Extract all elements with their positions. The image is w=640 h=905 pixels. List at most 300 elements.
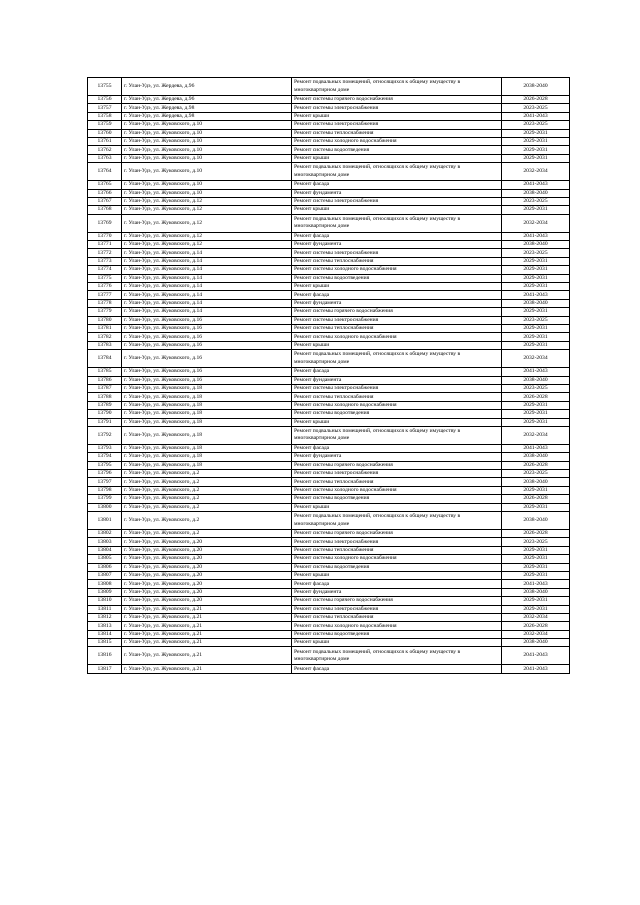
row-work-type: Ремонт фундамента [292, 189, 502, 197]
row-number: 13814 [88, 630, 122, 638]
row-work-type: Ремонт крыши [292, 571, 502, 579]
table-row [88, 154, 570, 162]
row-number: 13783 [88, 341, 122, 349]
row-period: 2038-2040 [502, 376, 570, 384]
row-work-type: Ремонт системы электроснабжения [292, 197, 502, 205]
row-work-type: Ремонт системы водоотведения [292, 274, 502, 282]
table-row [88, 232, 570, 240]
row-work-type: Ремонт системы водоотведения [292, 563, 502, 571]
row-number: 13810 [88, 597, 122, 605]
row-work-type: Ремонт фундамента [292, 453, 502, 461]
row-number: 13803 [88, 538, 122, 546]
row-period: 2029-2031 [502, 555, 570, 563]
row-number: 13777 [88, 291, 122, 299]
row-address: г. Улан-Удэ, ул. Жуковского, д.20 [122, 546, 292, 554]
row-period: 2029-2031 [502, 546, 570, 554]
row-work-type: Ремонт крыши [292, 206, 502, 214]
table-row [88, 121, 570, 129]
row-work-type: Ремонт системы водоотведения [292, 410, 502, 418]
table-row [88, 197, 570, 205]
row-period: 2026-2028 [502, 96, 570, 104]
row-work-type: Ремонт системы холодного водоснабжения [292, 266, 502, 274]
table-row [88, 546, 570, 554]
row-period: 2029-2031 [502, 571, 570, 579]
row-period: 2023-2025 [502, 470, 570, 478]
row-number: 13778 [88, 299, 122, 307]
row-number: 13763 [88, 154, 122, 162]
row-number: 13812 [88, 613, 122, 621]
row-period: 2029-2031 [502, 129, 570, 137]
table-row [88, 112, 570, 120]
table-row [88, 478, 570, 486]
row-work-type: Ремонт системы холодного водоснабжения [292, 401, 502, 409]
row-number: 13801 [88, 512, 122, 530]
row-period: 2038-2040 [502, 78, 570, 96]
row-period: 2023-2025 [502, 316, 570, 324]
row-address: г. Улан-Удэ, ул. Жердева, д.96 [122, 78, 292, 96]
row-address: г. Улан-Удэ, ул. Жуковского, д.2 [122, 495, 292, 503]
row-work-type: Ремонт фасада [292, 444, 502, 452]
row-number: 13773 [88, 257, 122, 265]
row-work-type: Ремонт системы холодного водоснабжения [292, 486, 502, 494]
row-address: г. Улан-Удэ, ул. Жуковского, д.20 [122, 571, 292, 579]
table-row [88, 503, 570, 511]
row-address: г. Улан-Удэ, ул. Жуковского, д.2 [122, 478, 292, 486]
row-address: г. Улан-Удэ, ул. Жуковского, д.18 [122, 384, 292, 392]
row-number: 13793 [88, 444, 122, 452]
row-work-type: Ремонт крыши [292, 283, 502, 291]
row-period: 2041-2043 [502, 647, 570, 665]
row-number: 13799 [88, 495, 122, 503]
table-row [88, 266, 570, 274]
table-row [88, 580, 570, 588]
row-address: г. Улан-Удэ, ул. Жуковского, д.20 [122, 588, 292, 596]
row-address: г. Улан-Удэ, ул. Жуковского, д.20 [122, 597, 292, 605]
row-number: 13817 [88, 665, 122, 673]
row-work-type: Ремонт системы теплоснабжения [292, 613, 502, 621]
row-work-type: Ремонт системы теплоснабжения [292, 324, 502, 332]
table-row [88, 665, 570, 673]
row-work-type: Ремонт системы теплоснабжения [292, 257, 502, 265]
table-row [88, 146, 570, 154]
row-address: г. Улан-Удэ, ул. Жуковского, д.16 [122, 376, 292, 384]
row-period: 2032-2034 [502, 426, 570, 444]
table-row [88, 129, 570, 137]
table-row [88, 163, 570, 181]
row-work-type: Ремонт системы холодного водоснабжения [292, 333, 502, 341]
row-work-type: Ремонт крыши [292, 503, 502, 511]
row-work-type: Ремонт системы горячего водоснабжения [292, 308, 502, 316]
row-number: 13764 [88, 163, 122, 181]
row-period: 2023-2025 [502, 104, 570, 112]
row-work-type: Ремонт системы электроснабжения [292, 316, 502, 324]
row-work-type: Ремонт фасада [292, 232, 502, 240]
row-period: 2041-2043 [502, 368, 570, 376]
table-row [88, 241, 570, 249]
row-period: 2029-2031 [502, 137, 570, 145]
row-address: г. Улан-Удэ, ул. Жуковского, д.2 [122, 530, 292, 538]
row-address: г. Улан-Удэ, ул. Жуковского, д.14 [122, 274, 292, 282]
table-row [88, 453, 570, 461]
row-address: г. Улан-Удэ, ул. Жуковского, д.10 [122, 129, 292, 137]
row-period: 2041-2043 [502, 232, 570, 240]
row-address: г. Улан-Удэ, ул. Жуковского, д.16 [122, 324, 292, 332]
table-row [88, 324, 570, 332]
row-address: г. Улан-Удэ, ул. Жуковского, д.21 [122, 630, 292, 638]
row-period: 2032-2034 [502, 630, 570, 638]
row-number: 13755 [88, 78, 122, 96]
row-period: 2038-2040 [502, 512, 570, 530]
repair-schedule-table [87, 77, 570, 674]
row-number: 13775 [88, 274, 122, 282]
row-period: 2029-2031 [502, 274, 570, 282]
row-period: 2041-2043 [502, 444, 570, 452]
row-address: г. Улан-Удэ, ул. Жуковского, д.14 [122, 249, 292, 257]
row-address: г. Улан-Удэ, ул. Жуковского, д.10 [122, 154, 292, 162]
row-address: г. Улан-Удэ, ул. Жуковского, д.16 [122, 350, 292, 368]
row-address: г. Улан-Удэ, ул. Жуковского, д.18 [122, 426, 292, 444]
row-address: г. Улан-Удэ, ул. Жуковского, д.10 [122, 146, 292, 154]
table-row [88, 341, 570, 349]
row-work-type: Ремонт подвальных помещений, относящихся к общему имуществу в многоквартирном доме [292, 163, 502, 181]
table-row [88, 308, 570, 316]
row-number: 13811 [88, 605, 122, 613]
row-address: г. Улан-Удэ, ул. Жуковского, д.21 [122, 665, 292, 673]
row-number: 13758 [88, 112, 122, 120]
row-period: 2029-2031 [502, 418, 570, 426]
row-number: 13785 [88, 368, 122, 376]
row-number: 13808 [88, 580, 122, 588]
row-period: 2029-2031 [502, 206, 570, 214]
row-work-type: Ремонт системы электроснабжения [292, 470, 502, 478]
row-address: г. Улан-Удэ, ул. Жуковского, д.16 [122, 368, 292, 376]
row-number: 13774 [88, 266, 122, 274]
row-period: 2032-2034 [502, 350, 570, 368]
row-address: г. Улан-Удэ, ул. Жуковского, д.12 [122, 197, 292, 205]
row-number: 13807 [88, 571, 122, 579]
row-work-type: Ремонт системы горячего водоснабжения [292, 597, 502, 605]
row-number: 13794 [88, 453, 122, 461]
row-number: 13760 [88, 129, 122, 137]
row-period: 2041-2043 [502, 665, 570, 673]
row-number: 13809 [88, 588, 122, 596]
row-work-type: Ремонт системы холодного водоснабжения [292, 137, 502, 145]
row-address: г. Улан-Удэ, ул. Жуковского, д.14 [122, 257, 292, 265]
row-work-type: Ремонт фасада [292, 291, 502, 299]
row-period: 2038-2040 [502, 639, 570, 647]
row-address: г. Улан-Удэ, ул. Жуковского, д.14 [122, 291, 292, 299]
row-address: г. Улан-Удэ, ул. Жуковского, д.12 [122, 214, 292, 232]
table-row [88, 291, 570, 299]
row-work-type: Ремонт системы теплоснабжения [292, 546, 502, 554]
row-work-type: Ремонт подвальных помещений, относящихся к общему имуществу в многоквартирном доме [292, 78, 502, 96]
row-address: г. Улан-Удэ, ул. Жуковского, д.20 [122, 563, 292, 571]
row-work-type: Ремонт системы электроснабжения [292, 249, 502, 257]
row-work-type: Ремонт фундамента [292, 376, 502, 384]
row-work-type: Ремонт фундамента [292, 241, 502, 249]
row-work-type: Ремонт фасада [292, 181, 502, 189]
row-period: 2029-2031 [502, 333, 570, 341]
row-address: г. Улан-Удэ, ул. Жуковского, д.10 [122, 181, 292, 189]
row-address: г. Улан-Удэ, ул. Жуковского, д.14 [122, 266, 292, 274]
row-address: г. Улан-Удэ, ул. Жуковского, д.14 [122, 283, 292, 291]
row-address: г. Улан-Удэ, ул. Жуковского, д.12 [122, 206, 292, 214]
row-period: 2029-2031 [502, 324, 570, 332]
table-body [88, 78, 570, 674]
row-period: 2029-2031 [502, 154, 570, 162]
row-number: 13806 [88, 563, 122, 571]
row-period: 2023-2025 [502, 249, 570, 257]
row-number: 13784 [88, 350, 122, 368]
row-period: 2029-2031 [502, 341, 570, 349]
row-address: г. Улан-Удэ, ул. Жуковского, д.16 [122, 333, 292, 341]
row-address: г. Улан-Удэ, ул. Жуковского, д.10 [122, 189, 292, 197]
table-row [88, 418, 570, 426]
row-number: 13779 [88, 308, 122, 316]
row-address: г. Улан-Удэ, ул. Жуковского, д.18 [122, 453, 292, 461]
row-address: г. Улан-Удэ, ул. Жуковского, д.18 [122, 444, 292, 452]
row-period: 2041-2043 [502, 181, 570, 189]
row-number: 13800 [88, 503, 122, 511]
row-work-type: Ремонт системы холодного водоснабжения [292, 622, 502, 630]
row-period: 2023-2025 [502, 197, 570, 205]
row-period: 2029-2031 [502, 308, 570, 316]
row-period: 2026-2028 [502, 461, 570, 469]
table-row [88, 563, 570, 571]
row-number: 13804 [88, 546, 122, 554]
table-row [88, 571, 570, 579]
row-work-type: Ремонт системы электроснабжения [292, 538, 502, 546]
row-work-type: Ремонт системы электроснабжения [292, 605, 502, 613]
table-row [88, 622, 570, 630]
row-work-type: Ремонт фасада [292, 368, 502, 376]
table-row [88, 530, 570, 538]
row-period: 2038-2040 [502, 241, 570, 249]
row-number: 13816 [88, 647, 122, 665]
row-period: 2032-2034 [502, 163, 570, 181]
row-address: г. Улан-Удэ, ул. Жуковского, д.2 [122, 470, 292, 478]
table-row [88, 316, 570, 324]
table-row [88, 384, 570, 392]
row-work-type: Ремонт подвальных помещений, относящихся к общему имуществу в многоквартирном доме [292, 214, 502, 232]
row-period: 2026-2028 [502, 622, 570, 630]
row-address: г. Улан-Удэ, ул. Жуковского, д.16 [122, 316, 292, 324]
row-period: 2029-2031 [502, 401, 570, 409]
row-address: г. Улан-Удэ, ул. Жуковского, д.14 [122, 308, 292, 316]
row-work-type: Ремонт подвальных помещений, относящихся к общему имуществу в многоквартирном доме [292, 426, 502, 444]
row-period: 2032-2034 [502, 214, 570, 232]
row-number: 13768 [88, 206, 122, 214]
row-address: г. Улан-Удэ, ул. Жуковского, д.10 [122, 121, 292, 129]
row-work-type: Ремонт системы теплоснабжения [292, 393, 502, 401]
row-number: 13797 [88, 478, 122, 486]
row-period: 2023-2025 [502, 121, 570, 129]
row-period: 2029-2031 [502, 605, 570, 613]
row-address: г. Улан-Удэ, ул. Жуковского, д.18 [122, 461, 292, 469]
row-work-type: Ремонт системы горячего водоснабжения [292, 96, 502, 104]
row-work-type: Ремонт системы водоотведения [292, 495, 502, 503]
row-address: г. Улан-Удэ, ул. Жердева, д.98 [122, 112, 292, 120]
row-address: г. Улан-Удэ, ул. Жуковского, д.10 [122, 163, 292, 181]
row-period: 2026-2028 [502, 393, 570, 401]
row-address: г. Улан-Удэ, ул. Жуковского, д.18 [122, 418, 292, 426]
row-work-type: Ремонт системы горячего водоснабжения [292, 461, 502, 469]
row-period: 2029-2031 [502, 563, 570, 571]
row-address: г. Улан-Удэ, ул. Жуковского, д.20 [122, 538, 292, 546]
row-address: г. Улан-Удэ, ул. Жуковского, д.10 [122, 137, 292, 145]
row-number: 13791 [88, 418, 122, 426]
table-row [88, 181, 570, 189]
row-work-type: Ремонт подвальных помещений, относящихся к общему имуществу в многоквартирном доме [292, 350, 502, 368]
row-address: г. Улан-Удэ, ул. Жуковского, д.18 [122, 393, 292, 401]
row-number: 13762 [88, 146, 122, 154]
table-row [88, 274, 570, 282]
row-period: 2029-2031 [502, 503, 570, 511]
row-period: 2029-2031 [502, 146, 570, 154]
row-work-type: Ремонт системы теплоснабжения [292, 478, 502, 486]
row-work-type: Ремонт крыши [292, 112, 502, 120]
row-period: 2023-2025 [502, 384, 570, 392]
row-number: 13786 [88, 376, 122, 384]
row-number: 13776 [88, 283, 122, 291]
row-period: 2023-2025 [502, 538, 570, 546]
row-work-type: Ремонт системы горячего водоснабжения [292, 530, 502, 538]
row-number: 13789 [88, 401, 122, 409]
row-work-type: Ремонт системы теплоснабжения [292, 129, 502, 137]
row-work-type: Ремонт крыши [292, 418, 502, 426]
row-address: г. Улан-Удэ, ул. Жуковского, д.21 [122, 605, 292, 613]
row-period: 2026-2028 [502, 495, 570, 503]
row-address: г. Улан-Удэ, ул. Жуковского, д.2 [122, 486, 292, 494]
row-period: 2026-2028 [502, 530, 570, 538]
row-work-type: Ремонт системы электроснабжения [292, 104, 502, 112]
row-number: 13761 [88, 137, 122, 145]
row-period: 2041-2043 [502, 580, 570, 588]
row-address: г. Улан-Удэ, ул. Жуковского, д.12 [122, 241, 292, 249]
row-address: г. Улан-Удэ, ул. Жуковского, д.21 [122, 622, 292, 630]
table-row [88, 333, 570, 341]
row-number: 13769 [88, 214, 122, 232]
table-row [88, 376, 570, 384]
table-row [88, 444, 570, 452]
row-work-type: Ремонт фасада [292, 665, 502, 673]
row-number: 13790 [88, 410, 122, 418]
table-row [88, 605, 570, 613]
row-work-type: Ремонт системы водоотведения [292, 146, 502, 154]
table-row [88, 555, 570, 563]
row-work-type: Ремонт подвальных помещений, относящихся к общему имуществу в многоквартирном доме [292, 647, 502, 665]
row-number: 13771 [88, 241, 122, 249]
table-row [88, 96, 570, 104]
row-number: 13757 [88, 104, 122, 112]
row-work-type: Ремонт крыши [292, 639, 502, 647]
table-row [88, 512, 570, 530]
row-work-type: Ремонт системы электроснабжения [292, 121, 502, 129]
table-row [88, 283, 570, 291]
row-period: 2041-2043 [502, 291, 570, 299]
row-number: 13792 [88, 426, 122, 444]
row-period: 2032-2034 [502, 613, 570, 621]
table-row [88, 426, 570, 444]
row-period: 2029-2031 [502, 486, 570, 494]
row-number: 13795 [88, 461, 122, 469]
row-work-type: Ремонт фасада [292, 580, 502, 588]
table-row [88, 486, 570, 494]
row-work-type: Ремонт системы холодного водоснабжения [292, 555, 502, 563]
table-row [88, 249, 570, 257]
row-address: г. Улан-Удэ, ул. Жуковского, д.16 [122, 341, 292, 349]
table-row [88, 597, 570, 605]
table-row [88, 401, 570, 409]
table-row [88, 206, 570, 214]
table-row [88, 613, 570, 621]
row-address: г. Улан-Удэ, ул. Жуковского, д.20 [122, 580, 292, 588]
row-address: г. Улан-Удэ, ул. Жуковского, д.21 [122, 639, 292, 647]
row-number: 13787 [88, 384, 122, 392]
row-number: 13796 [88, 470, 122, 478]
table-row [88, 410, 570, 418]
row-number: 13780 [88, 316, 122, 324]
table-row [88, 350, 570, 368]
row-period: 2038-2040 [502, 299, 570, 307]
row-number: 13767 [88, 197, 122, 205]
table-row [88, 538, 570, 546]
table-row [88, 470, 570, 478]
row-period: 2029-2031 [502, 410, 570, 418]
row-number: 13759 [88, 121, 122, 129]
row-work-type: Ремонт системы электроснабжения [292, 384, 502, 392]
row-work-type: Ремонт крыши [292, 341, 502, 349]
row-number: 13815 [88, 639, 122, 647]
table-row [88, 588, 570, 596]
row-address: г. Улан-Удэ, ул. Жердева, д.96 [122, 96, 292, 104]
row-number: 13782 [88, 333, 122, 341]
table-row [88, 257, 570, 265]
row-period: 2029-2031 [502, 597, 570, 605]
table-row [88, 461, 570, 469]
row-period: 2038-2040 [502, 453, 570, 461]
row-period: 2038-2040 [502, 189, 570, 197]
row-number: 13788 [88, 393, 122, 401]
row-number: 13772 [88, 249, 122, 257]
row-address: г. Улан-Удэ, ул. Жердева, д.98 [122, 104, 292, 112]
row-number: 13813 [88, 622, 122, 630]
row-number: 13781 [88, 324, 122, 332]
row-period: 2038-2040 [502, 588, 570, 596]
row-address: г. Улан-Удэ, ул. Жуковского, д.14 [122, 299, 292, 307]
table-row [88, 137, 570, 145]
row-work-type: Ремонт фундамента [292, 299, 502, 307]
table-row [88, 299, 570, 307]
row-address: г. Улан-Удэ, ул. Жуковского, д.18 [122, 410, 292, 418]
row-address: г. Улан-Удэ, ул. Жуковского, д.18 [122, 401, 292, 409]
row-period: 2029-2031 [502, 257, 570, 265]
row-work-type: Ремонт подвальных помещений, относящихся к общему имуществу в многоквартирном доме [292, 512, 502, 530]
table-row [88, 214, 570, 232]
row-address: г. Улан-Удэ, ул. Жуковского, д.2 [122, 512, 292, 530]
row-number: 13805 [88, 555, 122, 563]
table-row [88, 630, 570, 638]
table-row [88, 647, 570, 665]
row-address: г. Улан-Удэ, ул. Жуковского, д.21 [122, 613, 292, 621]
row-period: 2029-2031 [502, 266, 570, 274]
row-work-type: Ремонт системы водоотведения [292, 630, 502, 638]
row-address: г. Улан-Удэ, ул. Жуковского, д.2 [122, 503, 292, 511]
row-address: г. Улан-Удэ, ул. Жуковского, д.12 [122, 232, 292, 240]
table-row [88, 189, 570, 197]
table-row [88, 393, 570, 401]
row-number: 13798 [88, 486, 122, 494]
